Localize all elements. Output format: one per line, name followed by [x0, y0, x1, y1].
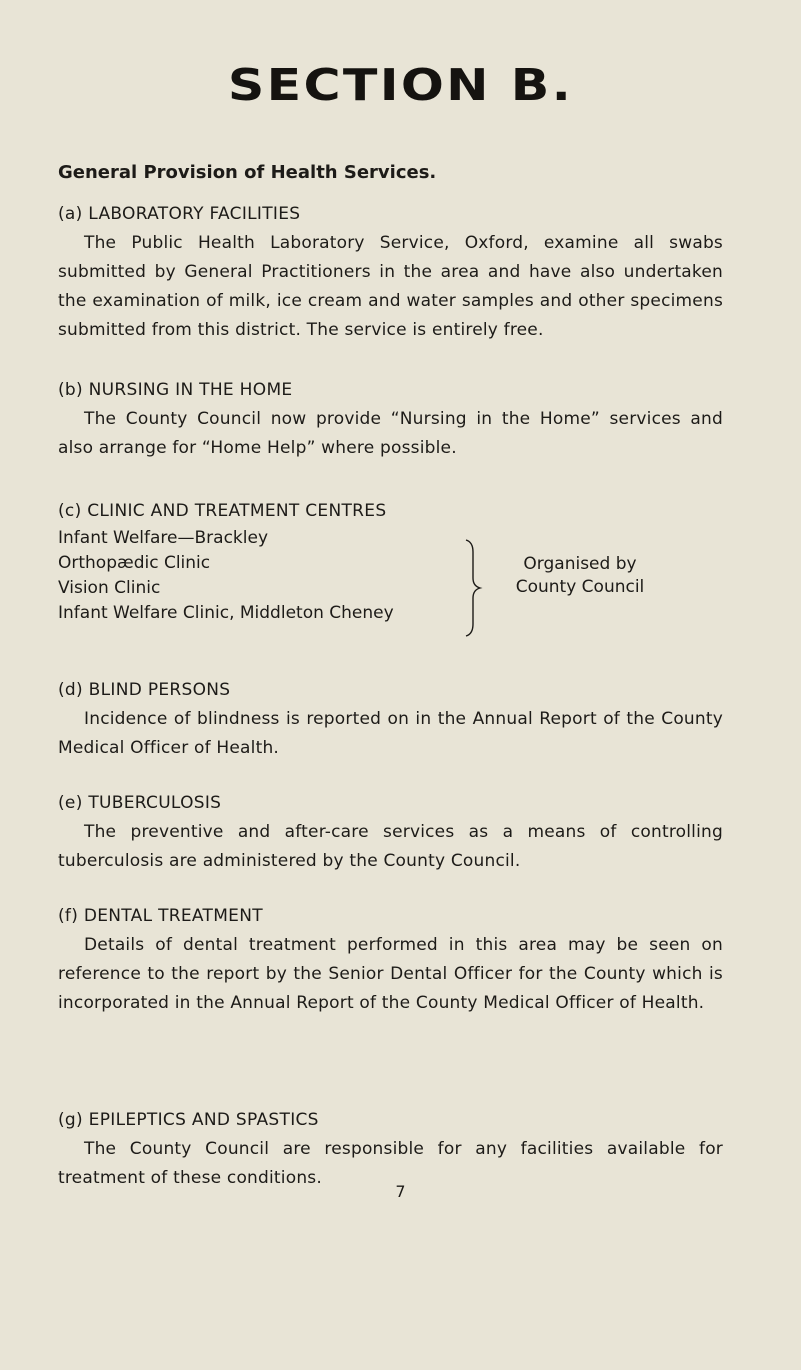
section-g-title: (g) EPILEPTICS AND SPASTICS	[58, 1110, 319, 1130]
organised-line-1: Organised by	[523, 554, 637, 574]
clinic-item: Orthopædic Clinic	[58, 553, 211, 573]
section-a-text: The Public Health Laboratory Service, Oxford, examine all swabs submitted by General Practitioners in the area and have also undertaken the examination of milk, ice cream and water samples and other specimens submitted from this district. The service is entirely free.	[58, 233, 723, 340]
clinic-item: Infant Welfare—Brackley	[58, 528, 269, 548]
page-number: 7	[395, 1182, 406, 1201]
section-d-blind	[58, 676, 723, 763]
section-title: SECTION B.	[227, 60, 574, 111]
clinic-item: Infant Welfare Clinic, Middleton Cheney	[58, 603, 394, 623]
section-e-title: (e) TUBERCULOSIS	[58, 793, 222, 813]
section-g-text: The County Council are responsible for any facilities available for treatment of these conditions.	[58, 1139, 723, 1188]
section-b-title: (b) NURSING IN THE HOME	[58, 380, 293, 400]
organised-note	[490, 553, 670, 599]
section-f-dental	[58, 902, 723, 1018]
clinic-item: Vision Clinic	[58, 578, 161, 598]
section-f-title: (f) DENTAL TREATMENT	[58, 906, 263, 926]
section-d-text: Incidence of blindness is reported on in the Annual Report of the County Medical Officer of Health.	[58, 709, 723, 758]
section-a-title: (a) LABORATORY FACILITIES	[58, 204, 301, 224]
section-b-nursing	[58, 376, 723, 463]
brace-icon	[464, 538, 484, 638]
section-f-text: Details of dental treatment performed in this area may be seen on reference to the report by the Senior Dental Officer for the County which is incorporated in the Annual Report of the County Medical Officer of Health.	[58, 935, 723, 1013]
section-e-tuberculosis	[58, 789, 723, 876]
organised-line-2: County Council	[515, 577, 645, 597]
section-a-laboratory	[58, 200, 723, 345]
section-c-title: (c) CLINIC AND TREATMENT CENTRES	[58, 501, 387, 521]
section-g-epileptics	[58, 1106, 723, 1193]
section-b-text: The County Council now provide “Nursing in the Home” services and also arrange for “Home Help” where possible.	[58, 409, 723, 458]
page-heading: General Provision of Health Services.	[58, 162, 437, 183]
section-d-title: (d) BLIND PERSONS	[58, 680, 231, 700]
section-e-text: The preventive and after-care services as a means of controlling tuberculosis are administered by the County Council.	[58, 822, 723, 871]
